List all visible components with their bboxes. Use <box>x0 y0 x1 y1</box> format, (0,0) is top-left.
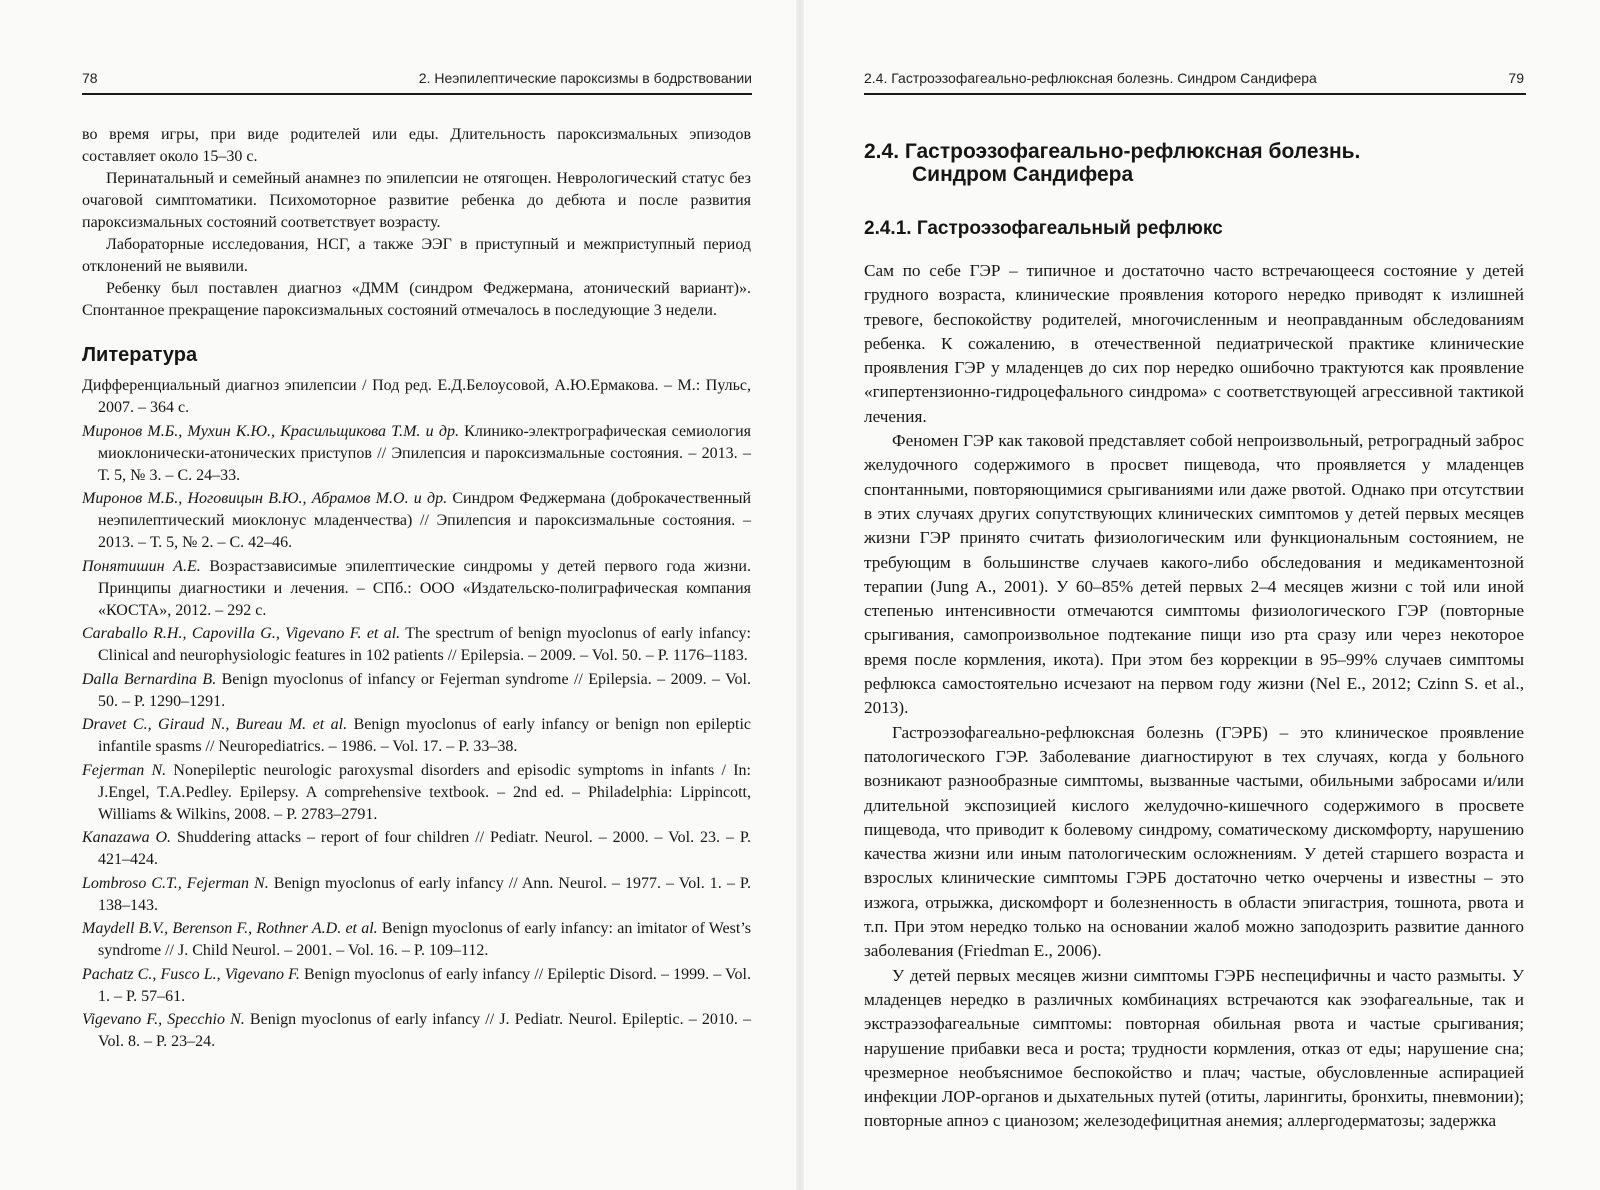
paragraph: Перинатальный и семейный анамнез по эпилепсии не отягощен. Неврологический статус без очаговой симптоматики. Психомоторное развитие ребенка до дебюта и после развития пароксизмальных состояний соответствует возрасту. <box>82 170 751 231</box>
reference-item <box>82 623 751 667</box>
reference-text: Nonepileptic neurologic paroxysmal disorders and episodic symptoms in infants / In: J.Engel, T.A.Pedley. Epilepsy. A comprehensive textbook. – 2nd ed. – Philadelphia: Lippincott, Williams & Wilkins, 2008. – P. 2783–2791. <box>98 761 751 823</box>
right-page <box>800 0 1600 1190</box>
reference-item <box>82 760 751 826</box>
subsection-title: 2.4.1. Гастроэзофагеальный рефлюкс <box>864 218 1223 239</box>
reference-item <box>82 827 751 871</box>
reference-text: Benign myoclonus of infancy or Fejerman syndrome // Epilepsia. – 2009. – Vol. 50. – P. 1290–1291. <box>98 670 752 710</box>
reference-text: Дифференциальный диагноз эпилепсии / Под ред. Е.Д.Белоусовой, А.Ю.Ермакова. – М.: Пульс, 2007. – 364 с. <box>82 377 751 416</box>
section-title-line: Синдром Сандифера <box>912 163 1134 186</box>
reference-item <box>82 918 751 962</box>
reference-authors: Pachatz C., Fusco L., Vigevano F. <box>82 965 300 983</box>
reference-text: Клинико-электрографическая семиология миоклонически-атонических приступов // Эпилепсия и пароксизмальные состояния. – 2013. – Т. 5, № 3. – С. 24–33. <box>98 422 752 484</box>
reference-item <box>82 488 751 554</box>
reference-text: Shuddering attacks – report of four children // Pediatr. Neurol. – 2000. – Vol. 23. – P. 421–424. <box>98 829 751 868</box>
running-head: 2.4. Гастроэзофагеально-рефлюксная болезнь. Синдром Сандифера <box>864 70 1317 86</box>
reference-text: Benign myoclonus of early infancy // J. Pediatr. Neurol. Epileptic. – 2010. – Vol. 8. – P. 23–24. <box>98 1011 751 1050</box>
reference-text: Benign myoclonus of early infancy // Ann. Neurol. – 1977. – Vol. 1. – P. 138–143. <box>98 874 751 914</box>
reference-item <box>82 873 751 917</box>
header-rule <box>82 93 752 95</box>
page-number: 79 <box>1508 70 1524 86</box>
paragraph: Ребенку был поставлен диагноз «ДММ (синдром Феджермана, атонический вариант)». Спонтанное прекращение пароксизмальных состояний отмечалось в последующие 3 недели. <box>82 280 751 319</box>
left-text-column <box>82 124 751 1055</box>
section-title-line: 2.4. Гастроэзофагеально-рефлюксная болезнь. <box>864 140 1361 163</box>
paragraph: Гастроэзофагеально-рефлюксная болезнь (ГЭРБ) – это клиническое проявление патологического ГЭР. Заболевание диагностируют в тех случаях, когда у больного возникают разнообразные симптомы, вызванные частыми, обильными забросами и/или длительной экспозицией кислого желудочно-кишечного содержимого в просвете пищевода, что приводит к болевому синдрому, соматическому дискомфорту, нарушению качества жизни или иным патологическим осложнениям. У детей старшего возраста и взрослых клинические симптомы ГЭРБ достаточно четко очерчены и известны – это изжога, отрыжка, дискомфорт и болезненность в области эпигастрия, тошнота, рвота и т.п. При этом нередко только на основании жалоб можно заподозрить развитие данного заболевания (Friedman E., 2006). <box>864 722 1524 961</box>
reference-text: Benign myoclonus of early infancy // Epileptic Disord. – 1999. – Vol. 1. – P. 57–61. <box>98 965 751 1005</box>
paragraph: Лабораторные исследования, НСГ, а также ЭЭГ в приступный и межприступный период отклонений не выявили. <box>82 236 751 275</box>
reference-item <box>82 714 751 758</box>
reference-authors: Миронов М.Б., Ноговицын В.Ю., Абрамов М.О. и др. <box>82 490 448 507</box>
reference-item <box>82 421 751 487</box>
reference-item <box>82 1009 751 1053</box>
paragraph: Феномен ГЭР как таковой представляет собой непроизвольный, ретроградный заброс желудочного содержимого в просвет пищевода, что проявляется у младенцев спонтанными, повторяющимися срыгиваниями или даже рвотой. Однако при отсутствии в этих случаях других сопутствующих клинических симптомов у детей первых месяцев жизни ГЭР принято считать физиологическим или функциональным состоянием, не требующим в большинстве случаев какого-либо обследования и медикаментозной терапии (Jung A., 2001). У 60–85% детей первых 2–4 месяцев жизни с той или иной степенью интенсивности отмечаются симптомы физиологического ГЭР (повторные срыгивания, самопроизвольное подтекание пищи изо рта сразу или через некоторое время после кормления, икота). При этом без коррекции в 95–99% случаев симптомы рефлюкса самостоятельно исчезают на первом году жизни (Nel E., 2012; Czinn S. et al., 2013). <box>864 431 1524 718</box>
reference-item <box>82 375 751 419</box>
reference-authors: Lombroso C.T., Fejerman N. <box>82 874 269 892</box>
literature-heading: Литература <box>82 344 198 366</box>
reference-list <box>82 375 751 1053</box>
reference-item <box>82 669 751 713</box>
reference-authors: Миронов М.Б., Мухин К.Ю., Красильщикова Т.М. и др. <box>82 422 459 440</box>
reference-authors: Maydell B.V., Berenson F., Rothner A.D. et al. <box>82 920 378 937</box>
paragraph: Сам по себе ГЭР – типичное и достаточно часто встречающееся состояние у детей грудного возраста, клинические проявления которого нередко приводят к излишней тревоге, беспокойству родителей, многочисленным и неоправданным обследованиям ребенка. К сожалению, в отечественной педиатрической практике клинические проявления ГЭР у младенцев до сих пор нередко ошибочно трактуются как проявление «гипертензионно-гидроцефального синдрома» с соответствующей агрессивной тактикой лечения. <box>864 261 1524 426</box>
reference-authors: Caraballo R.H., Capovilla G., Vigevano F. et al. <box>82 625 401 642</box>
reference-authors: Понятишин А.Е. <box>82 557 201 575</box>
page-number: 78 <box>82 70 98 86</box>
reference-authors: Kanazawa O. <box>82 829 172 846</box>
reference-text: Benign myoclonus of early infancy or benign non epileptic infantile spasms // Neuropediatrics. – 1986. – Vol. 17. – P. 33–38. <box>98 716 751 755</box>
reference-text: The spectrum of benign myoclonus of early infancy: Clinical and neurophysiologic features in 102 patients // Epilepsia. – 2009. – Vol. 50. – P. 1176–1183. <box>98 625 751 664</box>
reference-item <box>82 964 751 1008</box>
section-title <box>864 140 1524 186</box>
paragraph: У детей первых месяцев жизни симптомы ГЭРБ неспецифичны и часто размыты. У младенцев нередко в различных комбинациях встречаются как эзофагеальные, так и экстраэзофагеальные симптомы: повторная обильная рвота и частые срыгивания; нарушение прибавки веса и роста; трудности кормления, отказ от еды; нарушение сна; чрезмерное необъяснимое беспокойство и плач; частые, обусловленные аспирацией инфекции ЛОР-органов и дыхательных путей (отиты, ларингиты, бронхиты, пневмонии); повторные апноэ с цианозом; железодефицитная анемия; аллергодерматозы; задержка <box>864 965 1524 1131</box>
header-rule <box>864 93 1526 95</box>
reference-authors: Vigevano F., Specchio N. <box>82 1011 245 1028</box>
reference-authors: Dalla Bernardina B. <box>82 670 217 688</box>
reference-text: Возрастзависимые эпилептические синдромы у детей первого года жизни. Принципы диагностики и лечения. – СПб.: ООО «Издательско-полиграфическая компания «КОСТА», 2012. – 292 с. <box>98 557 751 619</box>
paragraph: во время игры, при виде родителей или еды. Длительность пароксизмальных эпизодов составляет около 15–30 с. <box>82 126 751 165</box>
reference-authors: Fejerman N. <box>82 761 167 779</box>
reference-item <box>82 556 751 622</box>
reference-authors: Dravet C., Giraud N., Bureau M. et al. <box>82 716 348 733</box>
running-head: 2. Неэпилептические пароксизмы в бодрствовании <box>418 70 752 86</box>
reference-text: Синдром Феджермана (доброкачественный неэпилептический миоклонус младенчества) // Эпилепсия и пароксизмальные состояния. – 2013. – Т. 5, № 2. – С. 42–46. <box>98 490 751 551</box>
right-text-column <box>864 140 1524 1134</box>
reference-text: Benign myoclonus of early infancy: an imitator of West’s syndrome // J. Child Neurol. – 2001. – Vol. 16. – P. 109–112. <box>98 920 751 959</box>
